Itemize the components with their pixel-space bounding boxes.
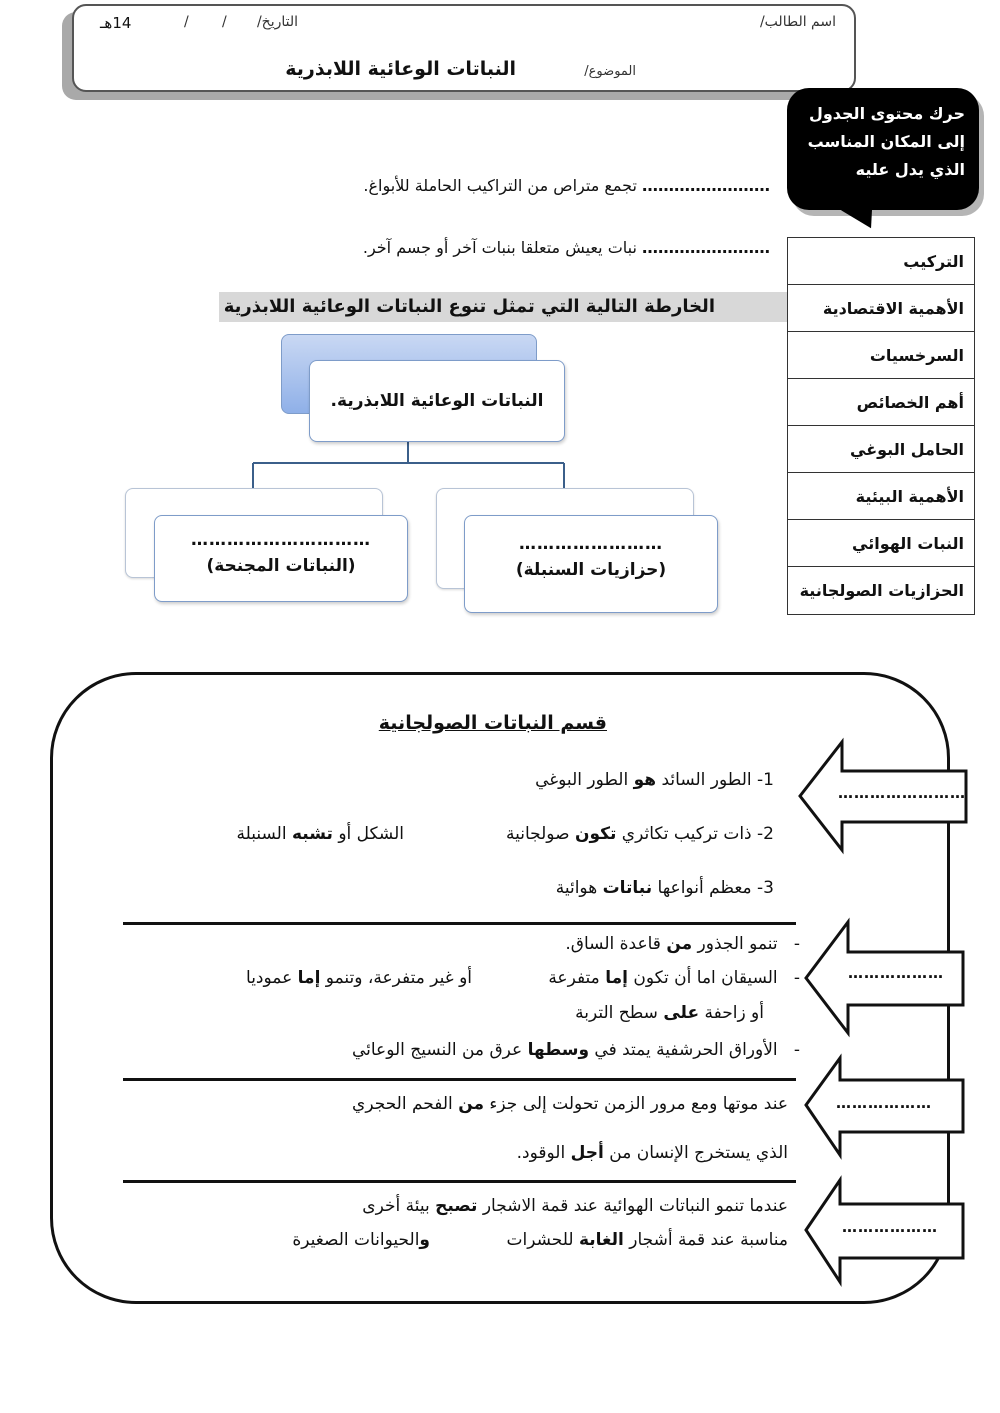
fact-text: عموديا xyxy=(246,968,298,988)
fact-text: الوقود. xyxy=(516,1143,571,1163)
word-bank-item[interactable]: التركيب xyxy=(788,238,974,285)
fact-line-continued xyxy=(246,968,472,988)
fact-bold: و xyxy=(419,1230,430,1250)
fact-text: قاعدة الساق. xyxy=(565,934,667,954)
fact-line xyxy=(565,934,800,954)
fact-line xyxy=(556,878,774,898)
arrow-blank-4[interactable]: ……………… xyxy=(842,1218,938,1236)
arrow-blank-2[interactable]: ……………… xyxy=(848,964,944,982)
fact-text: 2- ذات تركيب تكاثري xyxy=(616,824,774,844)
left-box-label: (النباتات المجنحة) xyxy=(206,556,356,576)
bullet: - xyxy=(793,968,800,988)
instruction-line-3: الذي يدل عليه xyxy=(855,160,965,179)
word-bank-item[interactable]: الحامل البوغي xyxy=(788,426,974,473)
separator xyxy=(123,1078,796,1081)
date-slash-1: / xyxy=(222,14,227,30)
definition-text: تجمع متراص من التراكيب الحاملة للأبواغ. xyxy=(363,176,637,195)
drop-blank[interactable]: …………………… xyxy=(642,176,770,195)
arrow-blank-1[interactable]: …………………… xyxy=(838,784,966,802)
fact-bold: أجل xyxy=(570,1143,604,1163)
fact-bold: وسطها xyxy=(527,1040,590,1060)
fact-text: أو غير متفرعة، وتنمو xyxy=(320,968,472,988)
fact-text: الحيوانات الصغيرة xyxy=(292,1230,420,1250)
fact-line xyxy=(535,770,774,790)
fact-bold: إما xyxy=(297,968,321,988)
bullet: - xyxy=(793,934,800,954)
fact-text: 3- معظم أنواعها xyxy=(652,878,774,898)
topic-title: النباتات الوعائية اللابذرية xyxy=(285,58,516,80)
right-box-label: (حزازيات السنبلة) xyxy=(515,560,667,580)
date-year: 14هـ xyxy=(100,14,132,32)
fact-bold: من xyxy=(666,934,693,954)
fact-text: عند موتها ومع مرور الزمن تحولت إلى جزء xyxy=(484,1094,788,1114)
fact-text: هوائية xyxy=(555,878,603,898)
word-bank-item[interactable]: الحزازيات الصولجانية xyxy=(799,581,964,600)
instruction-line-1: حرك محتوى الجدول xyxy=(808,104,965,123)
fact-line xyxy=(362,1196,788,1216)
drop-blank[interactable]: …………………… xyxy=(642,238,770,257)
fact-bold: الغابة xyxy=(578,1230,624,1250)
topic-label: الموضوع/ xyxy=(584,64,636,79)
fact-bold: تشبه xyxy=(291,824,333,844)
arrow-blank-3[interactable]: ……………… xyxy=(836,1094,932,1112)
date-label: التاريخ/ xyxy=(256,14,298,30)
fact-line-continued xyxy=(237,824,405,844)
fact-line xyxy=(352,1094,788,1114)
concept-map-title: الخارطة التالية التي تمثل تنوع النباتات الوعائية اللابذرية xyxy=(219,292,787,322)
separator xyxy=(123,922,796,925)
fact-text: تنمو الجذور xyxy=(692,934,778,954)
fact-text: الشكل أو xyxy=(332,824,404,844)
fact-line xyxy=(352,1040,800,1060)
student-name-label: اسم الطالب/ xyxy=(759,14,836,30)
fact-line xyxy=(548,968,800,988)
word-bank-item[interactable]: الأهمية الاقتصادية xyxy=(788,285,974,332)
root-label: النباتات الوعائية اللابذرية. xyxy=(330,391,544,411)
fact-text: عندما تنمو النباتات الهوائية عند قمة الاشجار xyxy=(477,1196,788,1216)
fact-text: الذي يستخرج الإنسان من xyxy=(603,1143,788,1163)
fact-text: صولجانية xyxy=(506,824,575,844)
fact-bold: تصبح xyxy=(435,1196,478,1216)
fact-text: متفرعة xyxy=(548,968,606,988)
fact-text: 1- الطور السائد xyxy=(656,770,774,790)
fact-bold: هو xyxy=(633,770,657,790)
section-title: قسم النباتات الصولجانية xyxy=(378,712,607,734)
fact-text: السيقان اما أن تكون xyxy=(627,968,778,988)
fact-line xyxy=(575,1003,764,1023)
fact-bold: على xyxy=(663,1003,700,1023)
fact-text: الطور البوغي xyxy=(535,770,634,790)
fact-line xyxy=(507,1230,788,1250)
fact-text: سطح التربة xyxy=(575,1003,664,1023)
word-bank-item[interactable]: السرخسيات xyxy=(788,332,974,379)
drop-blank[interactable]: …………………… xyxy=(519,534,663,554)
separator xyxy=(123,1180,796,1183)
word-bank-item[interactable]: النبات الهوائي xyxy=(788,520,974,567)
fact-bold: نباتات xyxy=(602,878,653,898)
fact-text: الفحم الحجري xyxy=(352,1094,459,1114)
fact-text: مناسبة عند قمة أشجار xyxy=(623,1230,788,1250)
drop-blank[interactable]: ………………………… xyxy=(191,530,371,550)
fact-bold: تكون xyxy=(574,824,617,844)
date-slash-2: / xyxy=(184,14,189,30)
bullet: - xyxy=(793,1040,800,1060)
fact-bold: من xyxy=(458,1094,485,1114)
word-bank-item[interactable]: الأهمية البيئية xyxy=(788,473,974,520)
fact-text: بيئة أخرى xyxy=(362,1196,436,1216)
fact-text: للحشرات xyxy=(506,1230,579,1250)
fact-line-continued xyxy=(292,1230,430,1250)
definition-text: نبات يعيش متعلقا بنبات آخر أو جسم آخر. xyxy=(362,238,637,257)
fact-line xyxy=(506,824,774,844)
fact-text: عرق من النسيج الوعائي xyxy=(351,1040,528,1060)
fact-bold: إما xyxy=(605,968,628,988)
fact-text: السنبلة xyxy=(236,824,292,844)
fact-line xyxy=(517,1143,788,1163)
fact-text: الأوراق الحرشفية يمتد في xyxy=(589,1040,778,1060)
word-bank-item[interactable]: أهم الخصائص xyxy=(788,379,974,426)
fact-text: أو زاحفة xyxy=(699,1003,764,1023)
instruction-line-2: إلى المكان المناسب xyxy=(807,132,965,151)
